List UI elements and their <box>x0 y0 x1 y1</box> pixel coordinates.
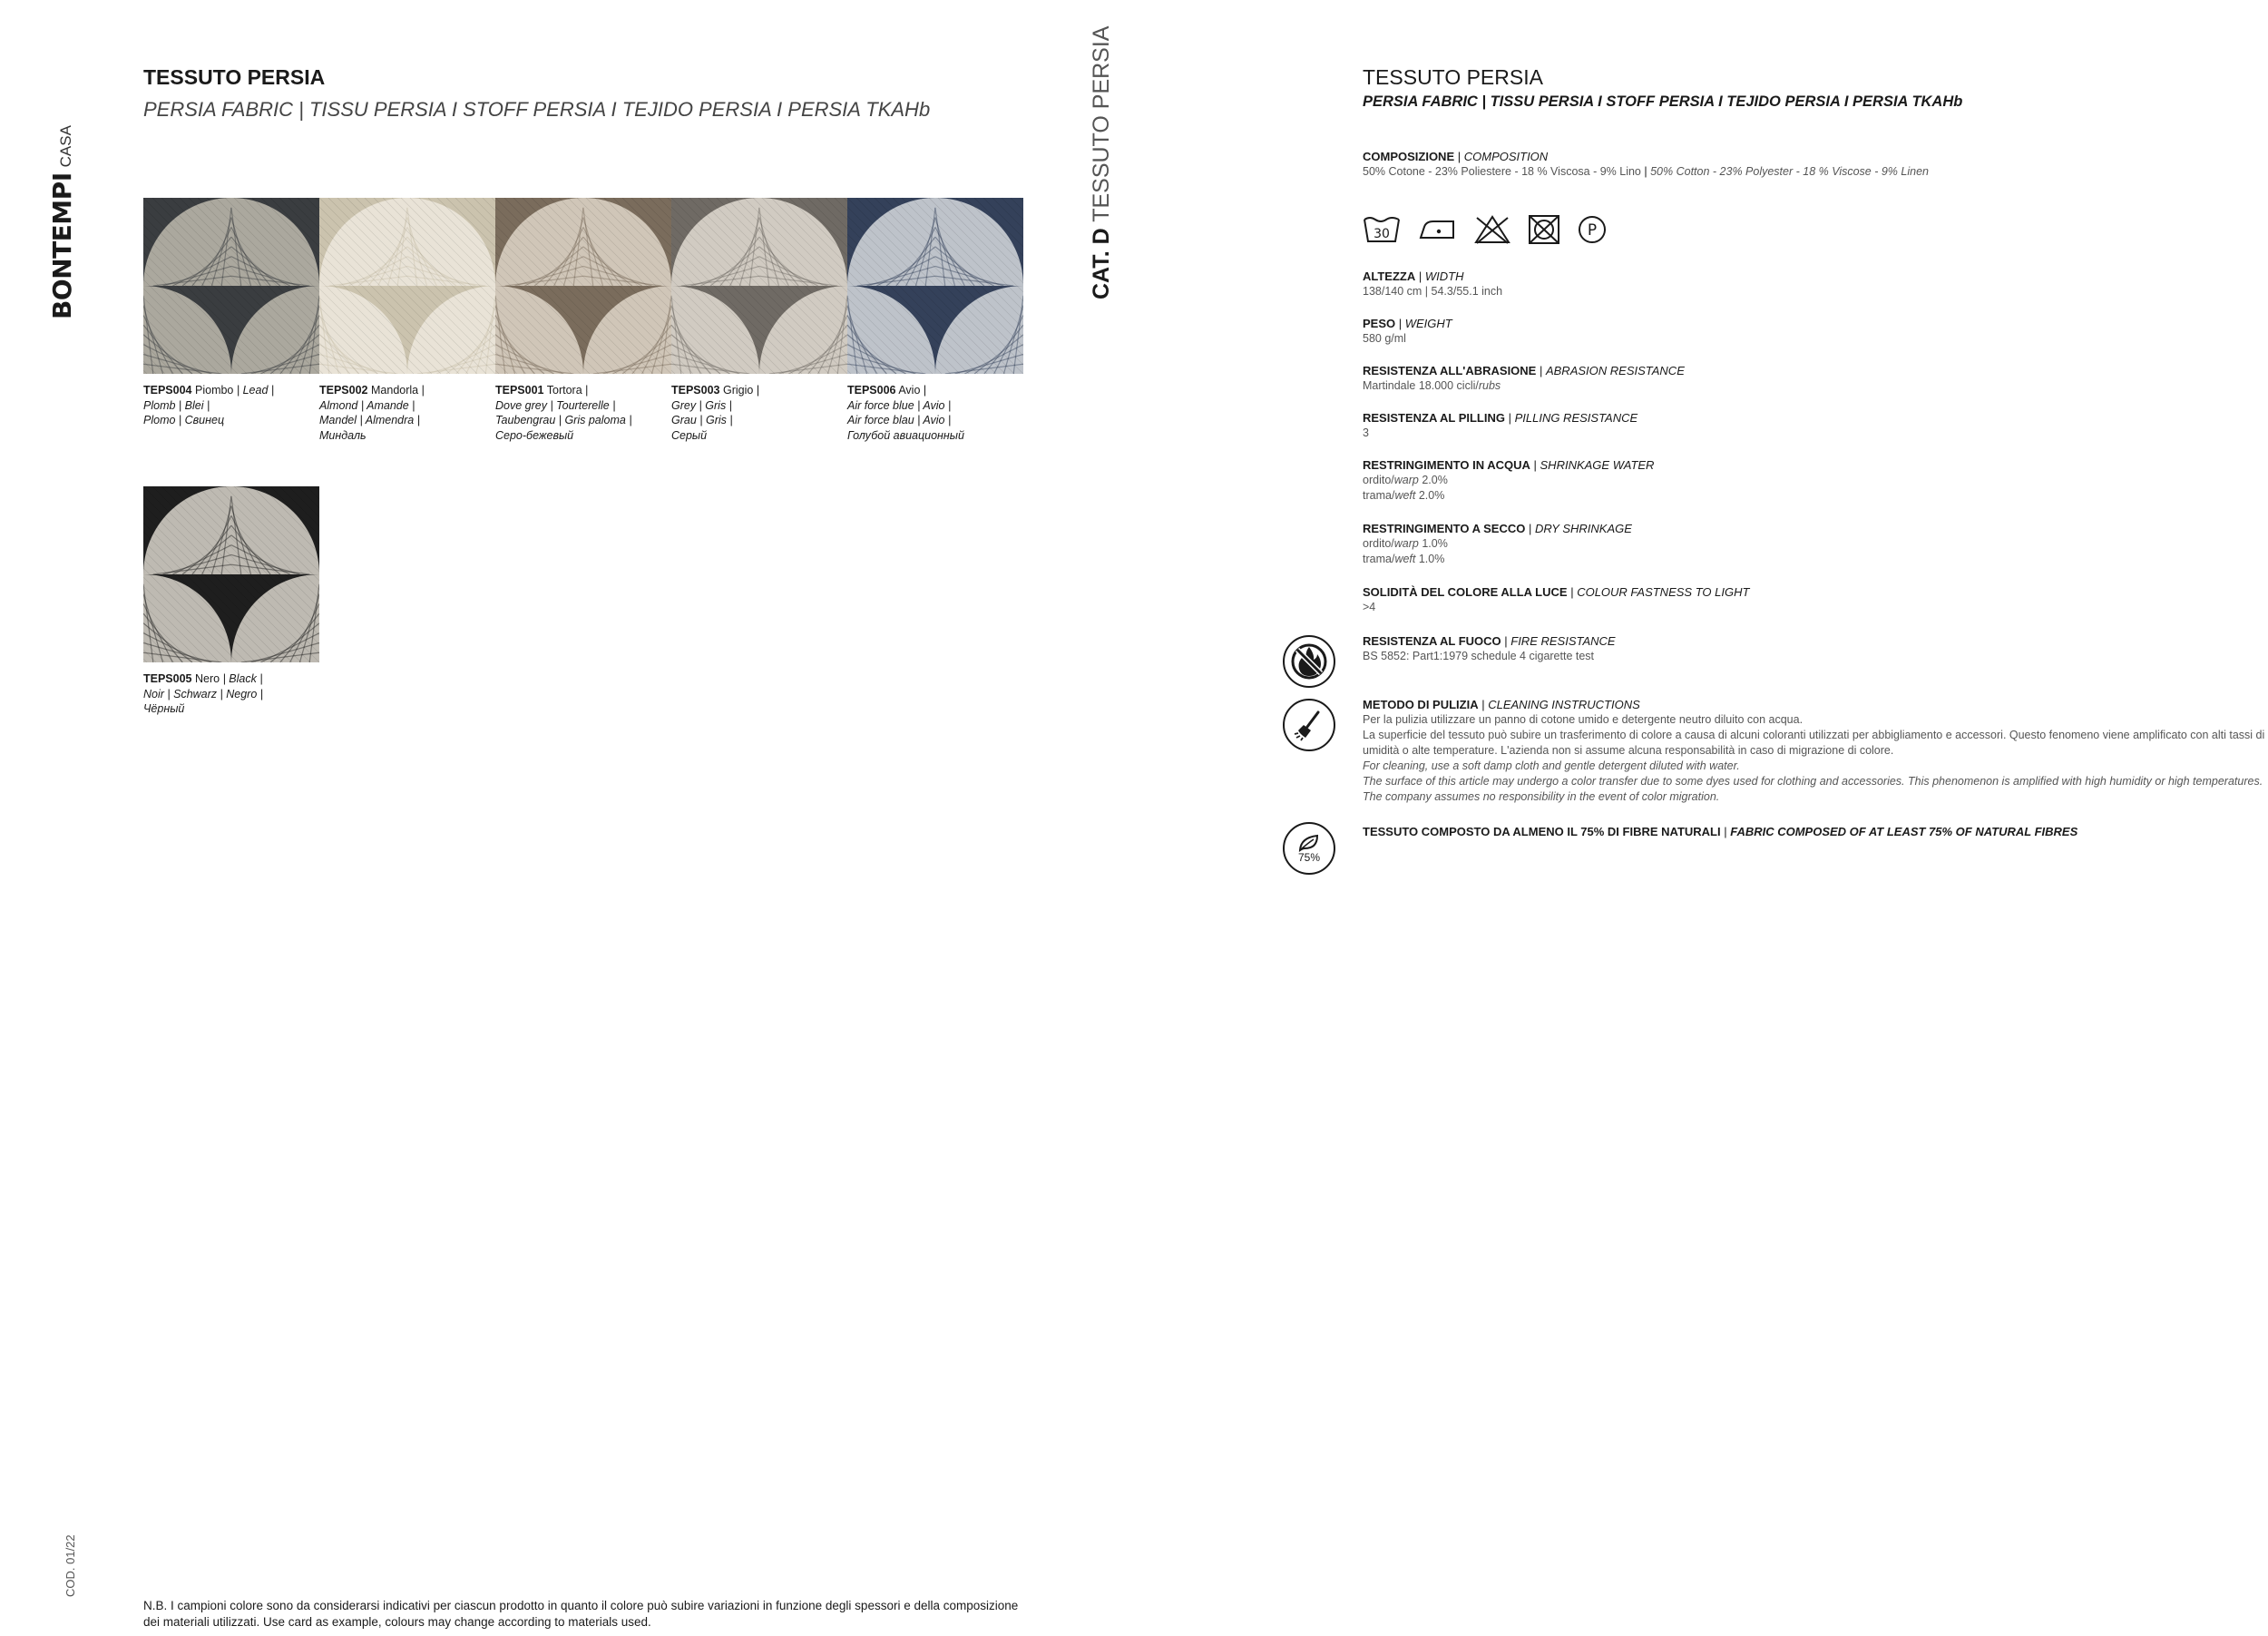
wash-30-icon <box>1363 214 1401 245</box>
cleaning-section: METODO DI PULIZIA | CLEANING INSTRUCTIONS Per la pulizia utilizzare un panno di cotone umido e detergente neutro diluito con acqua. La superficie del tessuto può subire un trasferimento di colore a causa di alcuni coloranti utilizzati per abbigliamento e accessori. Questo fenomeno viene amplificato con alti tassi di umidità o alte temperature. L'azienda non si assume alcuna responsabilità in caso di migrazione di colore. For cleaning, use a soft damp cloth and gentle detergent diluted with water. The surface of this article may undergo a color transfer due to some dyes used for clothing and accessories. This phenomenon is amplified with high humidity or high temperatures. The company assumes no responsibility in the event of color migration. <box>1363 698 2265 803</box>
swatch-teps004 <box>143 198 319 374</box>
dry-clean-p-icon <box>1577 214 1608 245</box>
spec-title: TESSUTO PERSIA <box>1363 65 1543 89</box>
natural-fibre-icon: 75% <box>1283 822 1335 875</box>
swatch-teps003 <box>671 198 847 374</box>
shrinkage-dry-section: RESTRINGIMENTO A SECCO | DRY SHRINKAGE ordito/warp 1.0% trama/weft 1.0% <box>1363 522 1632 565</box>
brush-icon <box>1291 707 1327 743</box>
brand-name: BONTEMPI <box>47 172 77 319</box>
fabric-pattern <box>495 198 671 374</box>
fabric-pattern <box>847 198 1023 374</box>
swatch-caption: TEPS006 Avio | Air force blue | Avio | Air force blau | Avio | Голубой авиационный <box>847 384 964 442</box>
footnote: N.B. I campioni colore sono da considerarsi indicativi per ciascun prodotto in quanto il colore può subire variazioni in funzione degli spessori e della composizione dei materiali utilizzati. Use card as example, colours may change according to materials used. <box>143 1599 1019 1629</box>
composition-section: COMPOSIZIONE | COMPOSITION 50% Cotone - 23% Poliestere - 18 % Viscosa - 9% Lino | 50% Cotton - 23% Polyester - 18 % Viscose - 9% Linen <box>1363 150 1929 178</box>
abrasion-section: RESISTENZA ALL'ABRASIONE | ABRASION RESISTANCE Martindale 18.000 cicli/rubs <box>1363 364 1685 392</box>
fabric-pattern <box>143 486 319 662</box>
fabric-pattern <box>143 198 319 374</box>
swatch-teps001 <box>495 198 671 374</box>
swatch-caption: TEPS005 Nero | Black | Noir | Schwarz | Negro | Чёрный <box>143 672 264 715</box>
width-section: ALTEZZA | WIDTH 138/140 cm | 54.3/55.1 inch <box>1363 269 1503 298</box>
weight-section: PESO | WEIGHT 580 g/ml <box>1363 317 1452 345</box>
page-title: TESSUTO PERSIA <box>143 65 326 89</box>
swatch-caption: TEPS002 Mandorla | Almond | Amande | Mandel | Almendra | Миндаль <box>319 384 425 442</box>
light-fastness-section: SOLIDITÀ DEL COLORE ALLA LUCE | COLOUR FASTNESS TO LIGHT >4 <box>1363 585 1750 613</box>
fabric-pattern <box>319 198 495 374</box>
leaf-icon <box>1297 834 1321 852</box>
no-bleach-icon <box>1473 214 1511 245</box>
no-tumble-dry-icon <box>1528 214 1560 245</box>
swatch-caption: TEPS003 Grigio | Grey | Gris | Grau | Gris | Серый <box>671 384 760 442</box>
page-subtitle: PERSIA FABRIC | TISSU PERSIA I STOFF PERSIA I TEJIDO PERSIA I PERSIA TKAHb <box>143 98 931 121</box>
document-code: COD. 01/22 <box>64 1534 77 1597</box>
pilling-section: RESISTENZA AL PILLING | PILLING RESISTANCE 3 <box>1363 411 1638 439</box>
iron-low-icon <box>1417 216 1457 243</box>
brand-logo <box>47 125 83 319</box>
fabric-pattern <box>671 198 847 374</box>
care-symbols <box>1363 214 1608 245</box>
category-label: CAT. D TESSUTO PERSIA <box>1089 25 1114 299</box>
swatch-teps005 <box>143 486 319 662</box>
brand-sub: CASA <box>57 125 74 168</box>
swatch-teps006 <box>847 198 1023 374</box>
svg-text:30: 30 <box>1374 227 1390 241</box>
fire-resistance-icon <box>1283 635 1335 688</box>
cleaning-icon <box>1283 699 1335 751</box>
natural-fibre-section: TESSUTO COMPOSTO DA ALMENO IL 75% DI FIBRE NATURALI | FABRIC COMPOSED OF AT LEAST 75% OF NATURAL FIBRES <box>1363 825 2078 838</box>
shrinkage-water-section: RESTRINGIMENTO IN ACQUA | SHRINKAGE WATER ordito/warp 2.0% trama/weft 2.0% <box>1363 458 1655 502</box>
no-fire-icon <box>1289 642 1329 681</box>
spec-subtitle: PERSIA FABRIC | TISSU PERSIA I STOFF PERSIA I TEJIDO PERSIA I PERSIA TKAHb <box>1363 93 1963 110</box>
swatch-caption: TEPS001 Tortora | Dove grey | Tourterelle | Taubengrau | Gris paloma | Серо-бежевый <box>495 384 632 442</box>
swatch-teps002 <box>319 198 495 374</box>
svg-text:P: P <box>1587 221 1598 240</box>
swatch-caption: TEPS004 Piombo | Lead | Plomb | Blei | Plomo | Свинец <box>143 384 275 426</box>
fire-resistance-section: RESISTENZA AL FUOCO | FIRE RESISTANCE BS 5852: Part1:1979 schedule 4 cigarette test <box>1363 634 1616 662</box>
